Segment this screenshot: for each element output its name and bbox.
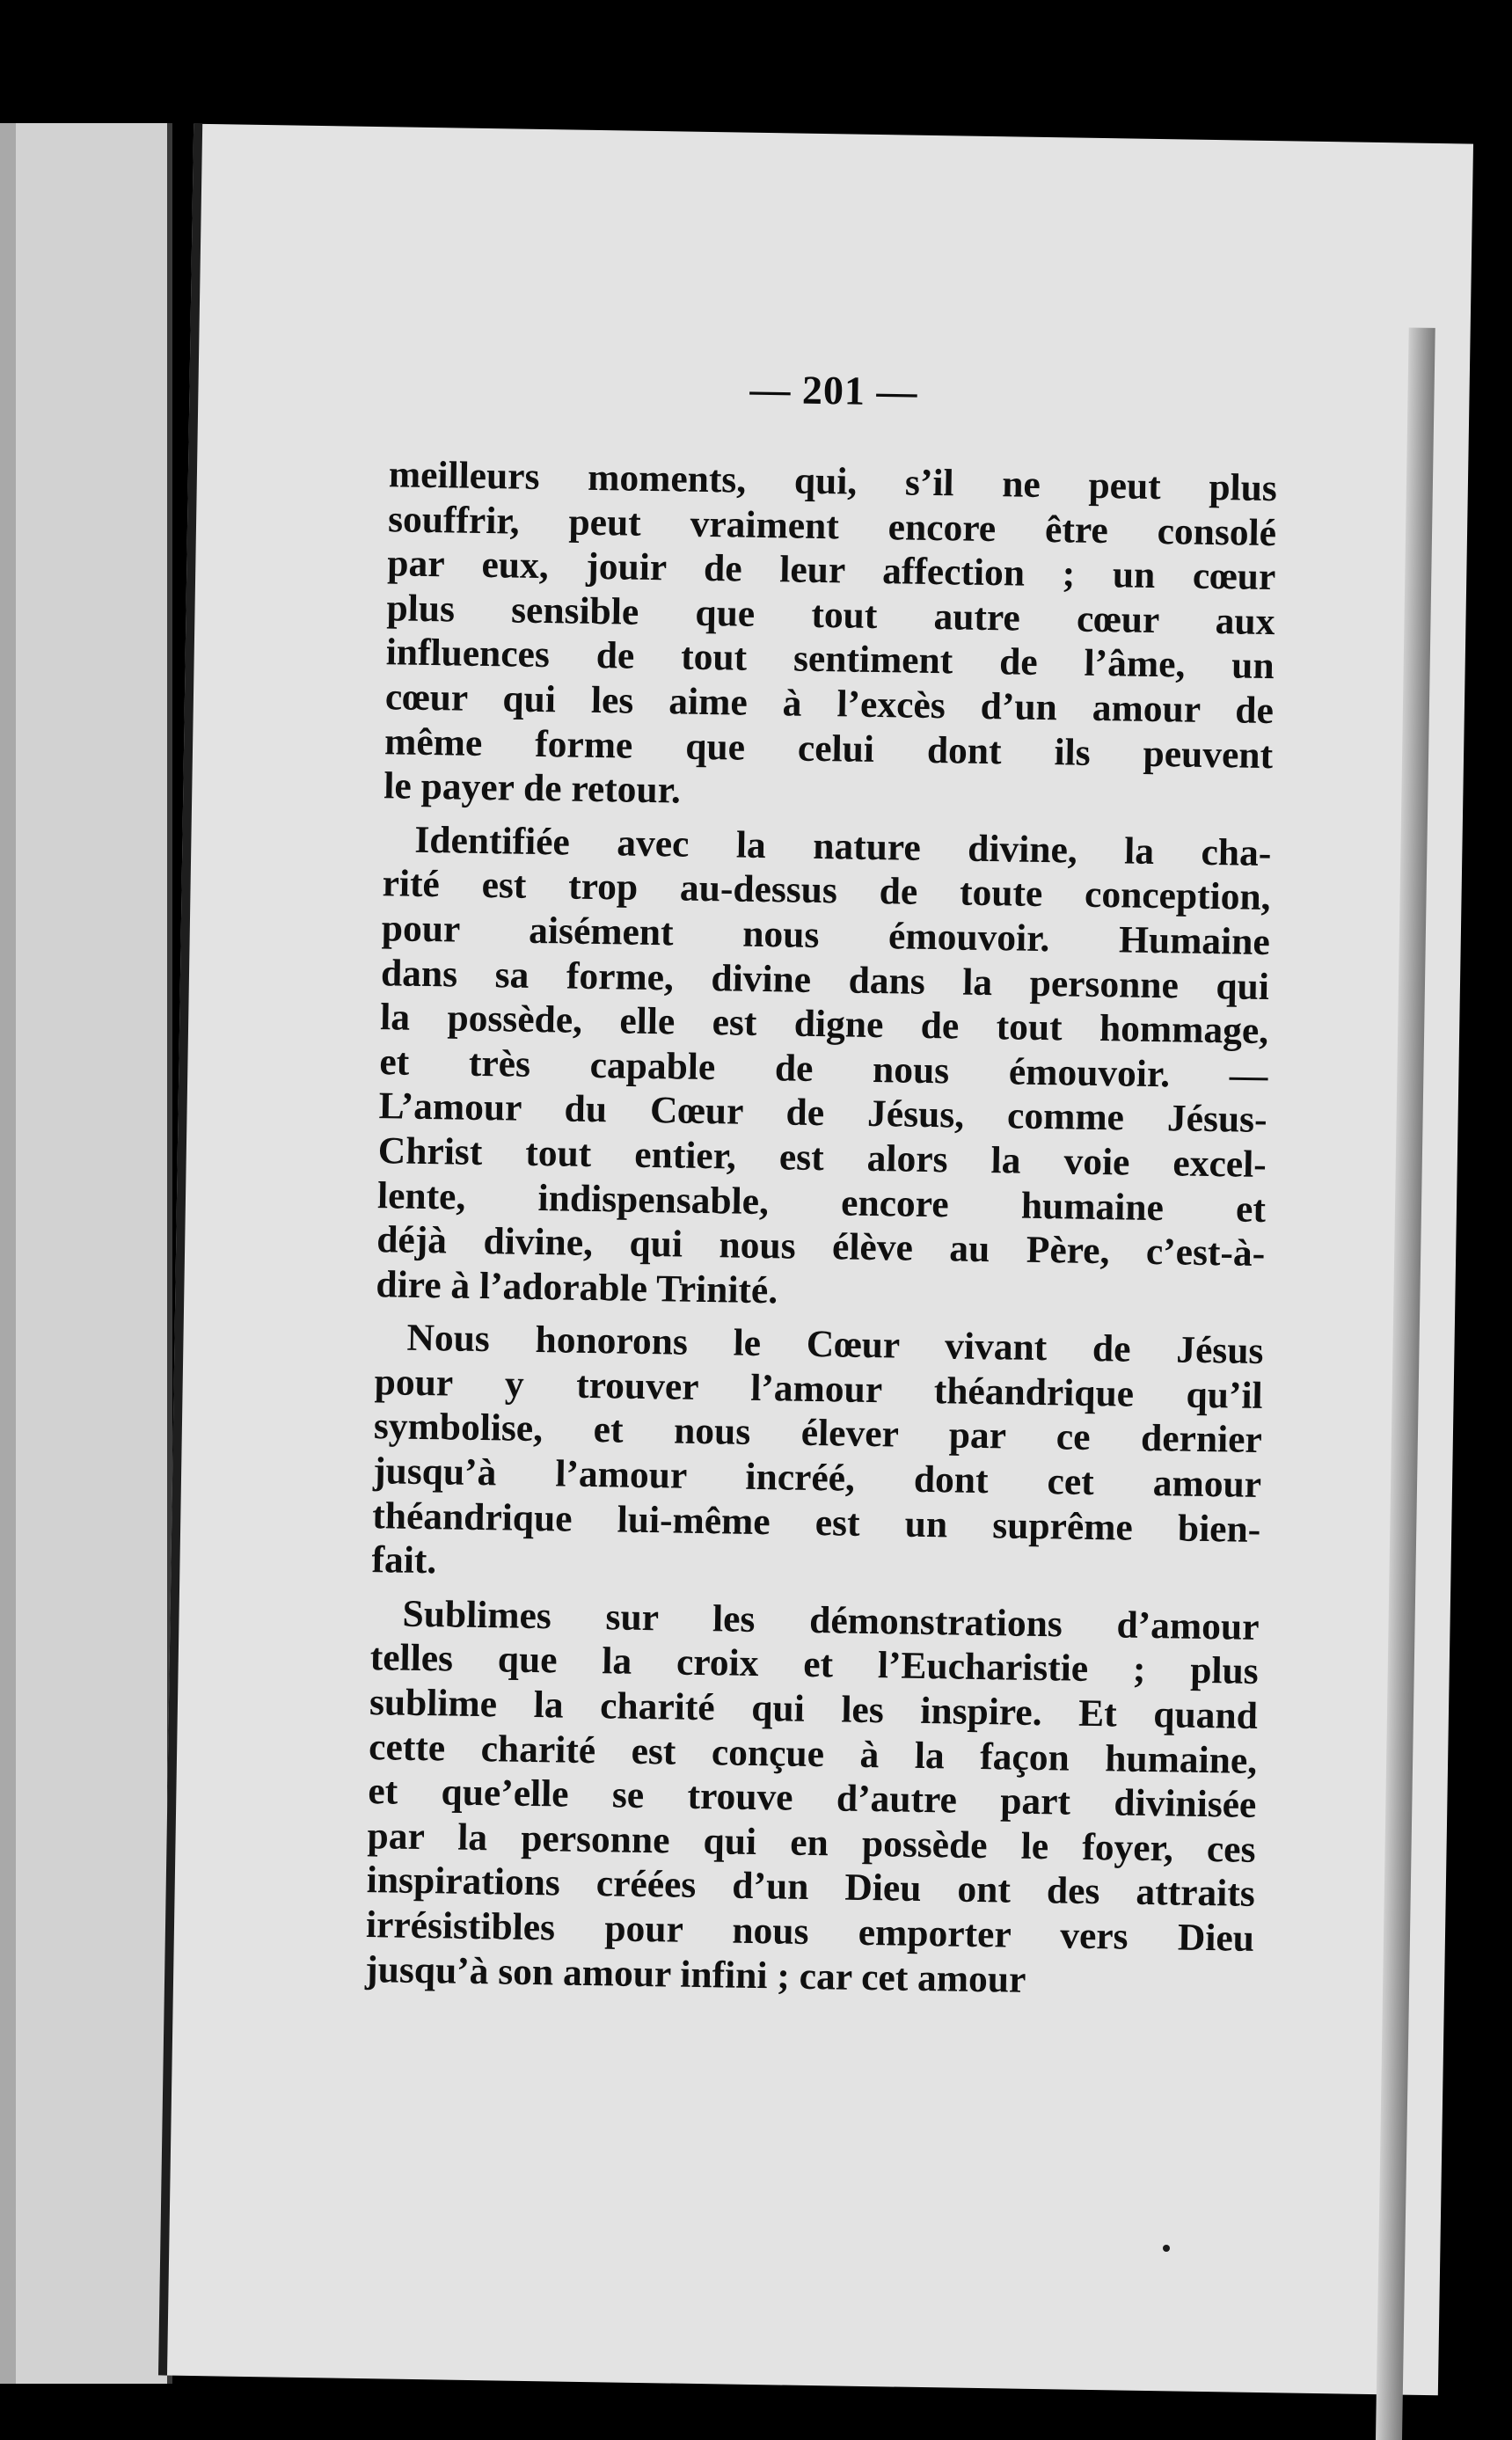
text-line: théandrique lui-même est un suprême bien-	[371, 1494, 1261, 1551]
text-line: et que’elle se trouve d’autre part divinisée	[368, 1770, 1257, 1827]
text-line: pour aisément nous émouvoir. Humaine	[381, 907, 1271, 963]
text-line: fait.	[371, 1538, 437, 1582]
text-line: cette charité est conçue à la façon humaine,	[368, 1725, 1258, 1782]
text-line: par la personne qui en possède le foyer, ces	[367, 1814, 1256, 1871]
text-line: jusqu’à l’amour incréé, dont cet amour	[372, 1450, 1262, 1507]
text-line: le payer de retour.	[383, 764, 682, 812]
previous-page-edge	[0, 123, 172, 2384]
page-curl-edge	[1374, 327, 1435, 2440]
text-line: rité est trop au-dessus de toute conception,	[382, 862, 1271, 919]
text-line: plus sensible que tout autre cœur aux	[386, 587, 1275, 643]
text-line: même forme que celui dont ils peuvent	[383, 720, 1274, 777]
text-line: Identifiée avec la nature divine, la cha-	[414, 818, 1272, 874]
text-line: dire à l’adorable Trinité.	[376, 1262, 778, 1312]
text-line: symbolise, et nous élever par ce dernier	[373, 1405, 1263, 1462]
text-line: dans sa forme, divine dans la personne qui	[380, 951, 1270, 1008]
text-line: irrésistibles pour nous emporter vers Dieu	[365, 1903, 1255, 1960]
previous-page-shadow	[0, 123, 16, 2384]
page-body-text	[365, 452, 1277, 2005]
paragraph	[383, 452, 1277, 822]
text-line: Sublimes sur les démonstrations d’amour	[402, 1592, 1260, 1648]
text-line: déjà divine, qui nous élève au Père, c’est-à-	[376, 1218, 1266, 1275]
text-line: inspirations créées d’un Dieu ont des attraits	[366, 1859, 1256, 1916]
page-number: — 201 —	[749, 366, 918, 414]
text-line: Christ tout entier, est alors la voie excel-	[377, 1129, 1267, 1186]
text-line: meilleurs moments, qui, s’il ne peut plus	[388, 453, 1278, 510]
paragraph	[371, 1315, 1264, 1596]
text-line: sublime la charité qui les inspire. Et quand	[369, 1681, 1259, 1737]
paragraph	[365, 1591, 1260, 2005]
text-line: influences de tout sentiment de l’âme, un	[385, 631, 1275, 688]
text-line: et très capable de nous émouvoir. —	[379, 1040, 1268, 1097]
text-line: Nous honorons le Cœur vivant de Jésus	[406, 1316, 1264, 1373]
book-page	[158, 124, 1473, 2396]
text-line: par eux, jouir de leur affection ; un cœur	[386, 542, 1276, 599]
text-line: lente, indispensable, encore humaine et	[376, 1173, 1267, 1231]
dust-speck	[1163, 2245, 1170, 2252]
text-line: pour y trouver l’amour théandrique qu’il	[374, 1361, 1264, 1417]
text-line: souffrir, peut vraiment encore être consolé	[387, 497, 1277, 554]
text-line: L’amour du Cœur de Jésus, comme Jésus-	[378, 1085, 1267, 1142]
paragraph	[376, 817, 1272, 1320]
text-line: jusqu’à son amour infini ; car cet amour	[364, 1947, 1026, 2001]
text-line: telles que la croix et l’Eucharistie ; plus	[369, 1636, 1260, 1693]
text-line: la possède, elle est digne de tout hommage,	[379, 996, 1269, 1053]
text-line: cœur qui les aime à l’excès d’un amour de	[384, 676, 1275, 733]
